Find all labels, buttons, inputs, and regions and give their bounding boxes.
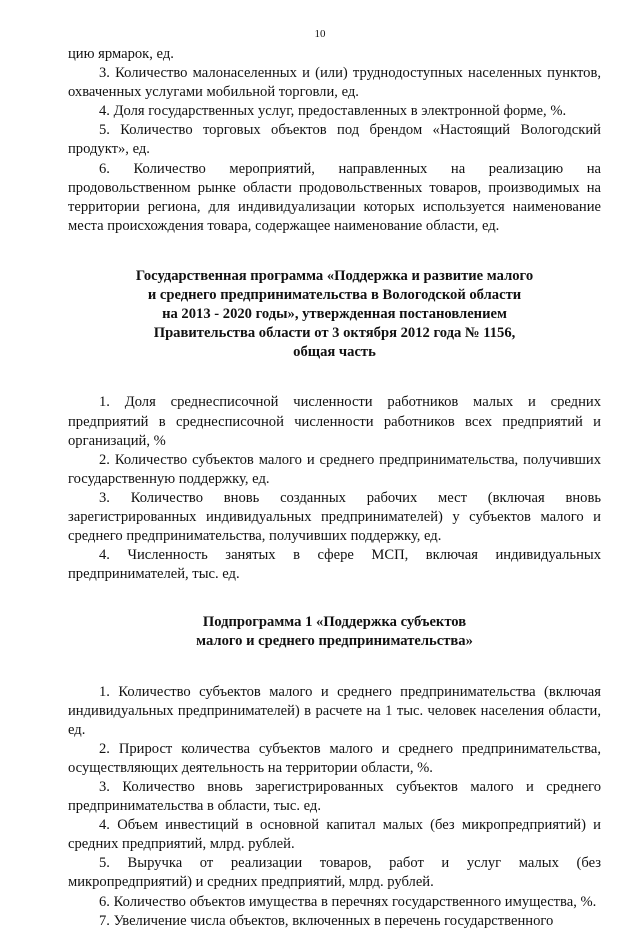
subprogram-item: 2. Прирост количества субъектов малого и среднего предпринимательства, осуществляющих деятельность на территории области, %.: [68, 740, 601, 776]
page-number: 10: [314, 28, 326, 40]
program-item: 4. Численность занятых в сфере МСП, включая индивидуальных предпринимателей, тыс. ед.: [68, 547, 601, 583]
document-body: [68, 45, 601, 931]
program-heading-line: общая часть: [293, 344, 376, 361]
subprogram-item: 5. Выручка от реализации товаров, работ и услуг малых (без микропредприятий) и средних предприятий, млрд. рублей.: [68, 855, 601, 891]
intro-item: 4. Доля государственных услуг, предоставленных в электронной форме, %.: [99, 103, 567, 120]
program-item: 3. Количество вновь созданных рабочих мест (включая вновь зарегистрированных индивидуальных предпринимателей) у субъектов малого и среднего предпринимательства, получивших поддержку, ед.: [68, 489, 601, 545]
program-heading-line: и среднего предпринимательства в Вологодской области: [147, 287, 522, 304]
program-heading-line: Правительства области от 3 октября 2012 года № 1156,: [153, 325, 516, 342]
program-heading-line: Государственная программа «Поддержка и развитие малого: [135, 267, 534, 284]
subprogram-item: 7. Увеличение числа объектов, включенных в перечень государственного: [99, 912, 554, 929]
program-item: 1. Доля среднесписочной численности работников малых и средних предприятий в среднесписочной численности работников всех предприятий и организаций, %: [68, 394, 601, 449]
intro-item: 5. Количество торговых объектов под брендом «Настоящий Вологодский продукт», ед.: [68, 122, 601, 158]
intro-item-continuation: цию ярмарок, ед.: [68, 46, 174, 62]
program-heading-line: на 2013 - 2020 годы», утвержденная постановлением: [162, 306, 507, 323]
subprogram-item: 4. Объем инвестиций в основной капитал малых (без микропредприятий) и средних предприятий, млрд. рублей.: [68, 817, 601, 853]
program-item: 2. Количество субъектов малого и среднего предпринимательства, получивших государственную поддержку, ед.: [68, 451, 601, 487]
subprogram-item: 6. Количество объектов имущества в перечнях государственного имущества, %.: [99, 893, 597, 910]
intro-item: 6. Количество мероприятий, направленных на реализацию на продовольственном рынке области продовольственных товаров, производимых на территории региона, для индивидуализации которых используется наименование места происхождения товара, содержащее наименование области, ед.: [68, 160, 601, 234]
subprogram-heading: [68, 613, 601, 651]
intro-item: 3. Количество малонаселенных и (или) труднодоступных населенных пунктов, охваченных услугами мобильной торговли, ед.: [68, 65, 601, 101]
subprogram-heading-line: малого и среднего предпринимательства»: [196, 633, 473, 650]
subprogram-item: 3. Количество вновь зарегистрированных субъектов малого и среднего предпринимательства в области, тыс. ед.: [68, 779, 601, 815]
subprogram-item: 1. Количество субъектов малого и среднего предпринимательства (включая индивидуальных предпринимателей) в расчете на 1 тыс. человек населения области, ед.: [68, 683, 601, 738]
program-heading: [68, 267, 601, 362]
subprogram-heading-line: Подпрограмма 1 «Поддержка субъектов: [202, 614, 467, 631]
